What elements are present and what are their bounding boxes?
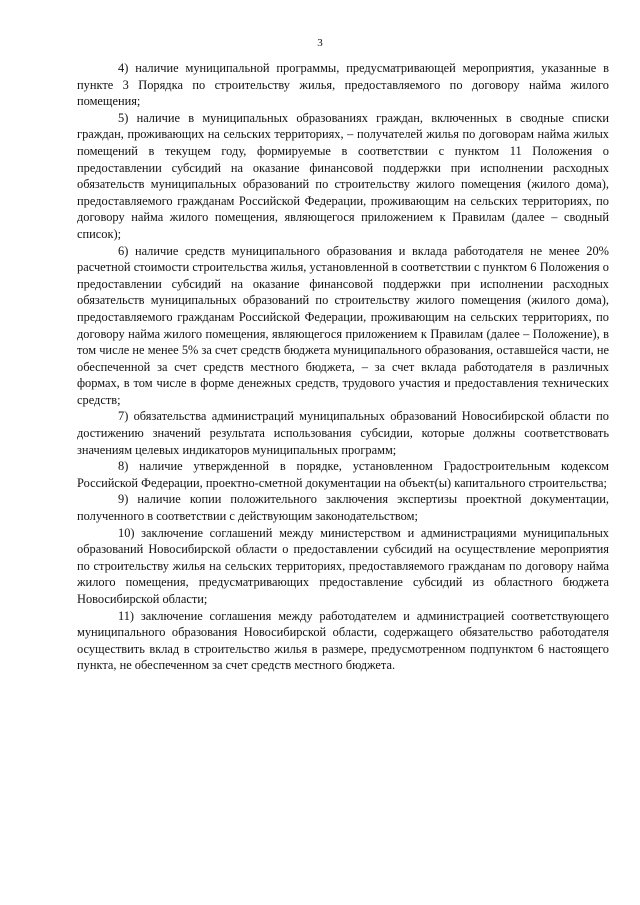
paragraph-item-5: 5) наличие в муниципальных образованиях граждан, включенных в сводные списки граждан, проживающих на сельских территориях, – получателей жилья по договорам найма жилых помещений в текущем году, формируемые в соответствии с пунктом 11 Положения о предоставлении субсидий на оказание финансовой поддержки при исполнении расходных обязательств муниципальных образований по строительству жилого помещения (жилого дома), предоставляемого гражданам Российской Федерации, проживающим на сельских территориях, по договору найма жилого помещения, являющегося приложением к Правилам (далее – сводный список); bbox=[77, 110, 609, 241]
paragraph-item-11: 11) заключение соглашения между работодателем и администрацией соответствующего муниципального образования Новосибирской области, содержащего обязательство работодателя осуществить вклад в строительство жилья в размере, предусмотренном подпунктом 6 настоящего пункта, не обеспеченном за счет средств местного бюджета. bbox=[77, 608, 609, 673]
paragraph-item-8: 8) наличие утвержденной в порядке, установленном Градостроительным кодексом Российской Федерации, проектно-сметной документации на объект(ы) капитального строительства; bbox=[77, 459, 609, 490]
paragraph-item-6: 6) наличие средств муниципального образования и вклада работодателя не менее 20% расчетной стоимости строительства жилья, установленной в соответствии с пунктом 6 Положения о предоставлении субсидий на оказание финансовой поддержки при исполнении расходных обязательств муниципальных образований по строительству жилого помещения (жилого дома), предоставляемого гражданам Российской Федерации, проживающим на сельских территориях, по договору найма жилого помещения, являющегося приложением к Правилам (далее – Положение), в том числе не менее 5% за счет средств бюджета муниципального образования, оставшейся части, не обеспеченной за счет средств местного бюджета, – за счет вклада работодателя в различных формах, в том числе в форме денежных средств, трудового участия и предоставления технических средств; bbox=[77, 243, 609, 407]
paragraph-item-9: 9) наличие копии положительного заключения экспертизы проектной документации, полученного в соответствии с действующим законодательством; bbox=[77, 492, 609, 524]
paragraph-item-4: 4) наличие муниципальной программы, предусматривающей мероприятия, указанные в пункте 3 Порядка по строительству жилья, предоставляемого по договору найма жилого помещения; bbox=[77, 61, 609, 109]
page-number: 3 bbox=[317, 37, 323, 49]
document-body bbox=[77, 60, 609, 674]
paragraph-item-10: 10) заключение соглашений между министерством и администрациями муниципальных образований Новосибирской области о предоставлении субсидий на осуществление мероприятия по строительству жилья на сельских территориях, предоставляемого гражданам по договору найма жилого помещения, предусматривающих предоставление субсидий из областного бюджета Новосибирской области; bbox=[77, 525, 609, 606]
paragraph-item-7: 7) обязательства администраций муниципальных образований Новосибирской области по достижению значений результата использования субсидии, которые должны соответствовать значениям целевых индикаторов муниципальных программ; bbox=[77, 409, 609, 457]
